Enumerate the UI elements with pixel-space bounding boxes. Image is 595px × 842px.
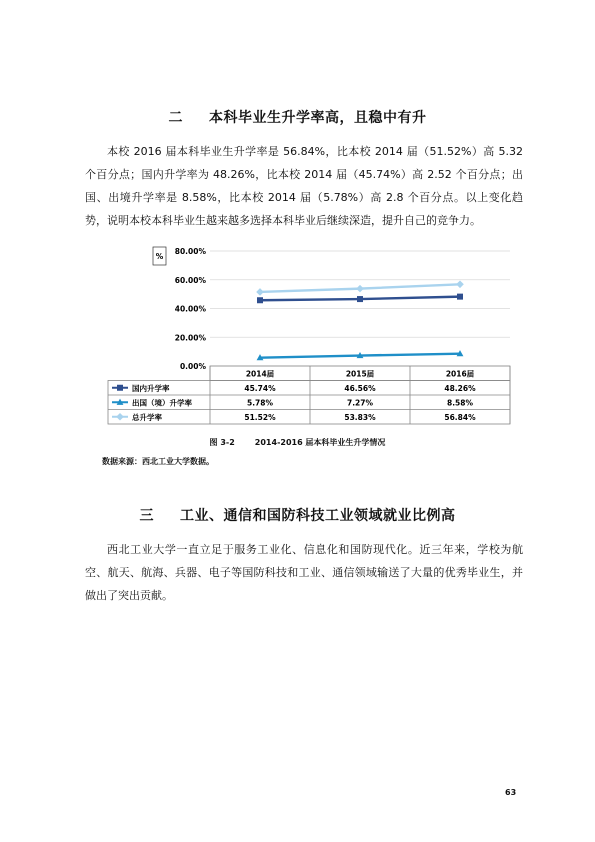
y-tick-label: 0.00% bbox=[179, 362, 206, 371]
category-label: 2014届 bbox=[245, 369, 275, 379]
data-label: 48.26% bbox=[444, 383, 476, 393]
line-chart-with-data-table bbox=[100, 238, 520, 433]
data-point bbox=[256, 288, 264, 296]
section-number: 三 bbox=[139, 508, 154, 524]
data-point bbox=[257, 297, 263, 303]
category-label: 2016届 bbox=[445, 369, 475, 379]
paragraph-text: 本校 2016 届本科毕业生升学率是 56.84%，比本校 2014 届（51.52%）高 5.32 个百分点；国内升学率为 48.26%，比本校 2014 届（45.74%）高 2.52 个百分点；出国、出境升学率是 8.58%，比本校 2014 届（5.78%）高 2.8 个百分点。以上变化趋势，说明本校本科毕业生越来越多选择本科毕业后继续深造，提升自己的竞争力。 bbox=[85, 145, 523, 227]
body-paragraph bbox=[85, 538, 523, 607]
data-point bbox=[356, 285, 364, 293]
section-title: 工业、通信和国防科技工业领域就业比例高 bbox=[180, 508, 456, 524]
data-label: 45.74% bbox=[244, 383, 276, 393]
section-heading-3 bbox=[0, 505, 595, 525]
section-number: 二 bbox=[168, 110, 183, 126]
data-table bbox=[108, 366, 510, 424]
data-label: 46.56% bbox=[344, 383, 376, 393]
series-lines bbox=[256, 280, 464, 360]
data-label: 5.78% bbox=[246, 398, 274, 408]
figure-caption-text: 2014-2016 届本科毕业生升学情况 bbox=[254, 438, 386, 447]
data-source-note: 数据来源：西北工业大学数据。 bbox=[102, 457, 214, 466]
figure-caption bbox=[0, 437, 595, 448]
page-number: 63 bbox=[505, 788, 517, 797]
legend-series-name: 国内升学率 bbox=[132, 383, 170, 393]
paragraph-text: 西北工业大学一直立足于服务工业化、信息化和国防现代化。近三年来，学校为航空、航天、航海、兵器、电子等国防科技和工业、通信领域输送了大量的优秀毕业生，并做出了突出贡献。 bbox=[85, 543, 523, 602]
data-label: 7.27% bbox=[346, 398, 374, 408]
data-point bbox=[117, 385, 123, 391]
figure-number: 图 3-2 bbox=[209, 438, 235, 447]
legend-series-name: 总升学率 bbox=[132, 412, 162, 422]
legend-series-name: 出国（境）升学率 bbox=[132, 398, 192, 408]
data-label: 53.83% bbox=[344, 412, 376, 422]
section-heading-2 bbox=[0, 107, 595, 127]
data-point bbox=[457, 294, 463, 300]
y-tick-label: 40.00% bbox=[174, 304, 206, 314]
gridlines bbox=[210, 251, 510, 366]
data-point bbox=[116, 413, 124, 421]
y-tick-label: 60.00% bbox=[174, 275, 206, 285]
data-label: 56.84% bbox=[444, 412, 476, 422]
y-axis-label bbox=[153, 247, 166, 265]
y-axis-label-text: % bbox=[155, 252, 164, 261]
data-point bbox=[357, 296, 363, 302]
data-label: 8.58% bbox=[446, 398, 474, 408]
body-paragraph bbox=[85, 140, 523, 232]
data-label: 51.52% bbox=[244, 412, 276, 422]
y-axis-ticks bbox=[175, 247, 207, 371]
section-title: 本科毕业生升学率高，且稳中有升 bbox=[209, 110, 427, 126]
y-tick-label: 20.00% bbox=[174, 333, 206, 343]
category-label: 2015届 bbox=[345, 369, 375, 379]
data-point bbox=[456, 280, 464, 288]
y-tick-label: 80.00% bbox=[174, 247, 206, 256]
